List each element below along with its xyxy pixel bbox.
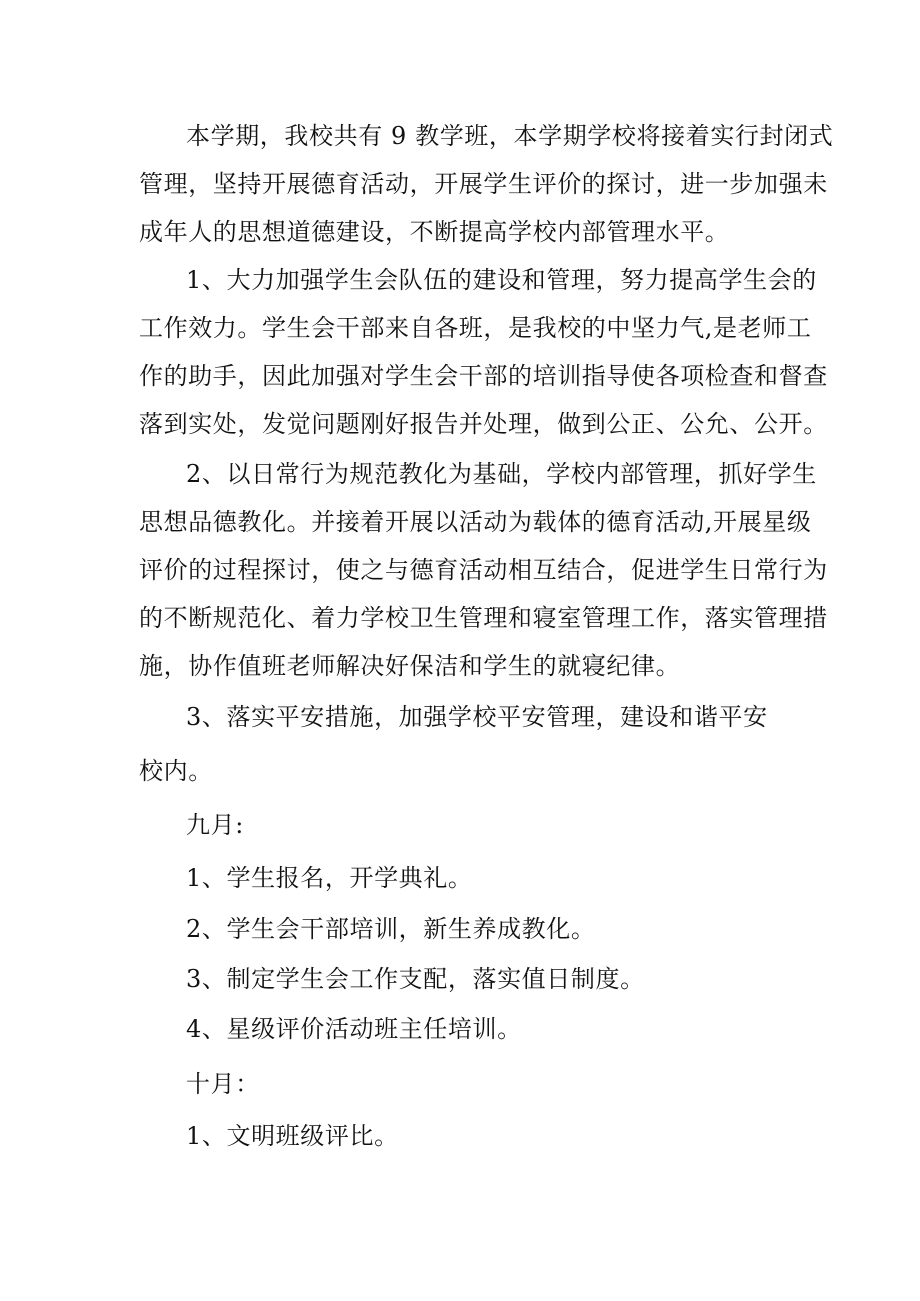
september-item: 4、星级评价活动班主任培训。 <box>186 1015 522 1043</box>
item3-line: 3、落实平安措施，加强学校平安管理，建设和谐平安 <box>186 703 768 731</box>
item3-line: 校内。 <box>139 757 213 785</box>
intro-line: 管理，坚持开展德育活动，开展学生评价的探讨，进一步加强未 <box>139 170 828 198</box>
item2-line: 2、以日常行为规范教化为基础，学校内部管理，抓好学生 <box>186 460 817 488</box>
intro-line: 成年人的思想道德建设，不断提高学校内部管理水平。 <box>139 218 730 246</box>
september-item: 2、学生会干部培训，新生养成教化。 <box>186 915 596 943</box>
item2-line: 评价的过程探讨，使之与德育活动相互结合，促进学生日常行为 <box>139 556 828 584</box>
october-item: 1、文明班级评比。 <box>186 1122 399 1150</box>
item1-line: 作的助手，因此加强对学生会干部的培训指导使各项检查和督查 <box>139 362 828 390</box>
october-heading: 十月： <box>186 1070 260 1098</box>
september-heading: 九月: <box>186 811 244 839</box>
september-item: 1、学生报名，开学典礼。 <box>186 864 473 892</box>
item2-line: 思想品德教化。并接着开展以活动为载体的德育活动,开展星级 <box>139 508 812 536</box>
september-item: 3、制定学生会工作支配，落实值日制度。 <box>186 965 645 993</box>
item1-line: 工作效力。学生会干部来自各班，是我校的中坚力气,是老师工 <box>139 314 812 342</box>
item2-line: 施，协作值班老师解决好保洁和学生的就寝纪律。 <box>139 652 681 680</box>
item1-line: 1、大力加强学生会队伍的建设和管理，努力提高学生会的 <box>186 266 817 294</box>
item1-line: 落到实处，发觉问题刚好报告并处理，做到公正、公允、公开。 <box>139 410 828 438</box>
intro-line: 本学期，我校共有 9 教学班，本学期学校将接着实行封闭式 <box>186 122 834 150</box>
item2-line: 的不断规范化、着力学校卫生管理和寝室管理工作，落实管理措 <box>139 604 828 632</box>
